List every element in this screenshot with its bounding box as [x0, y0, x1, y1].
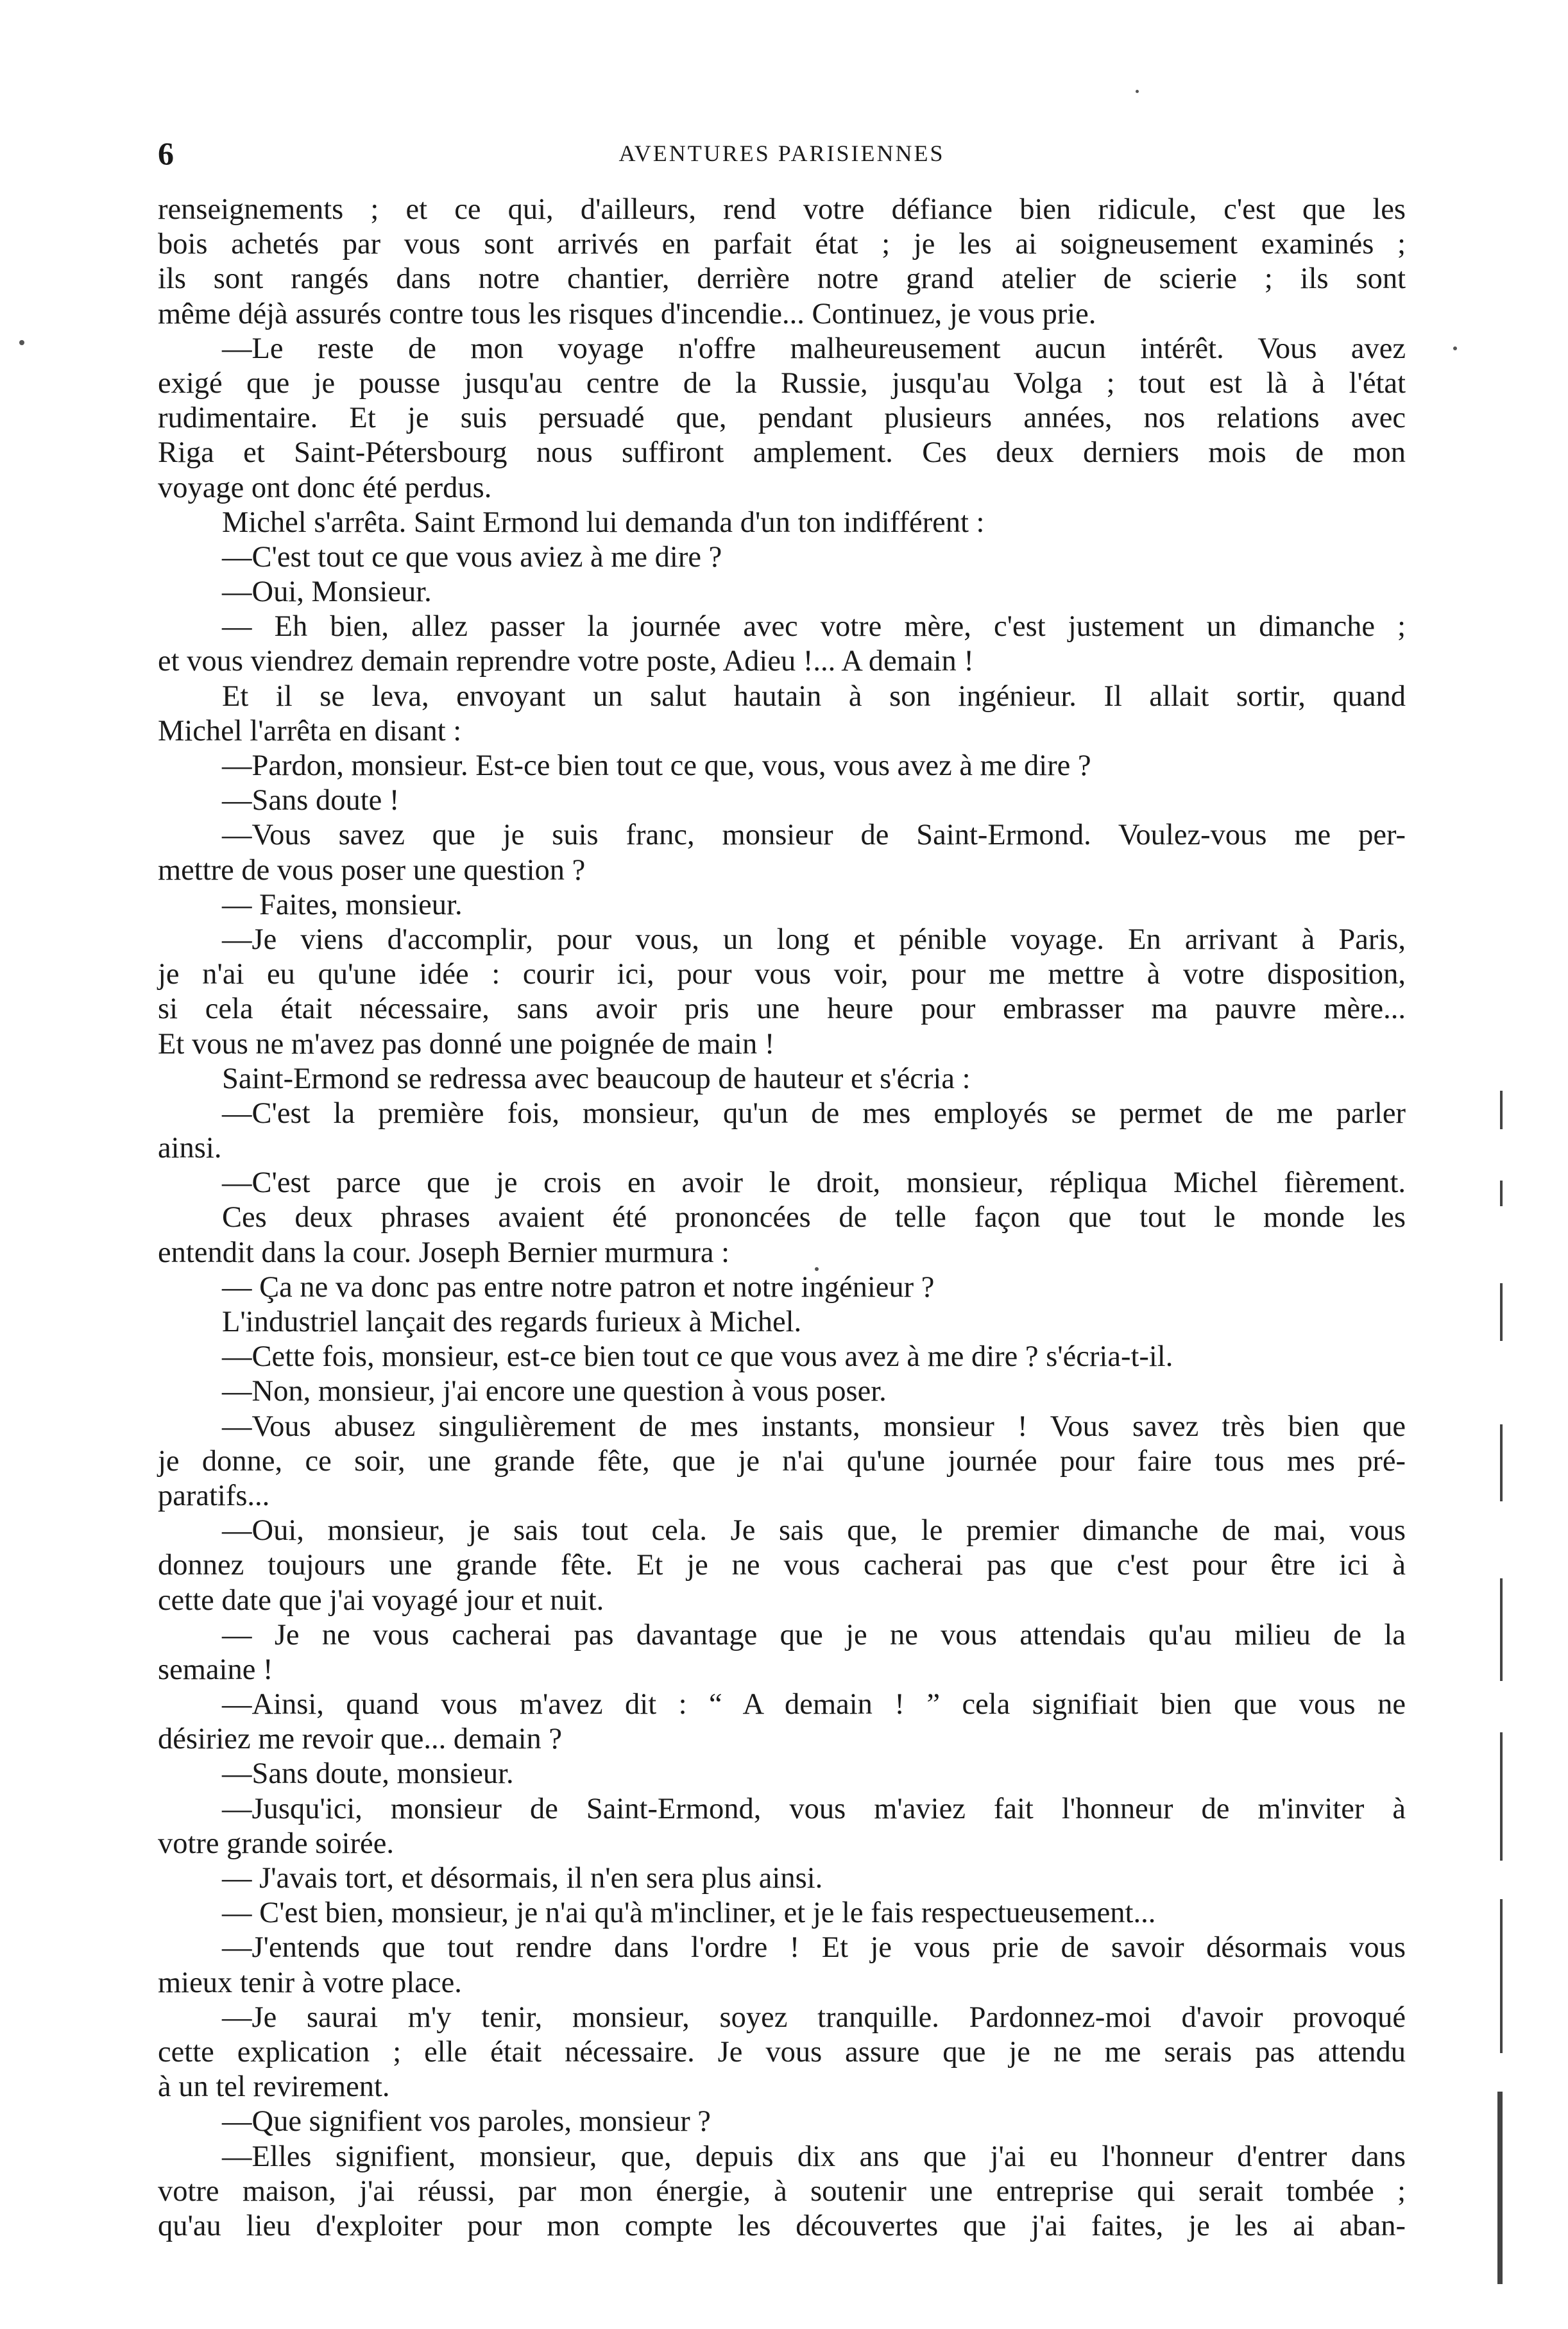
text-line: renseignements ; et ce qui, d'ailleurs, rend votre défiance bien ridicule, c'est que les — [158, 193, 1406, 226]
binding-edge-marks — [1488, 1091, 1514, 2310]
text-line: votre grande soirée. — [158, 1827, 394, 1860]
text-line: mieux tenir à votre place. — [158, 1966, 462, 1999]
text-line: —C'est la première fois, monsieur, qu'un de mes employés se permet de me parler — [222, 1096, 1406, 1130]
running-title: AVENTURES PARISIENNES — [618, 141, 945, 166]
body-text — [158, 192, 1406, 2244]
text-line: —Je viens d'accomplir, pour vous, un long et pénible voyage. En arrivant à Paris, — [222, 923, 1406, 956]
text-line: voyage ont donc été perdus. — [158, 471, 492, 504]
text-line: même déjà assurés contre tous les risques d'incendie... Continuez, je vous prie. — [158, 297, 1096, 330]
text-line: —Ainsi, quand vous m'avez dit : “ A demain ! ” cela signifiait bien que vous ne — [222, 1688, 1406, 1721]
text-line: cette explication ; elle était nécessaire. Je vous assure que je ne me serais pas attendu — [158, 2035, 1406, 2069]
text-line: —Cette fois, monsieur, est-ce bien tout ce que vous avez à me dire ? s'écria-t-il. — [222, 1340, 1173, 1374]
text-line: votre maison, j'ai réussi, par mon énergie, à soutenir une entreprise qui serait tombée ; — [158, 2174, 1406, 2208]
text-line: L'industriel lançait des regards furieux à Michel. — [222, 1306, 802, 1338]
text-line: Ces deux phrases avaient été prononcées de telle façon que tout le monde les — [222, 1201, 1406, 1234]
text-line: qu'au lieu d'exploiter pour mon compte les découvertes que j'ai faites, je les ai aban- — [158, 2209, 1406, 2242]
text-line: — Ça ne va donc pas entre notre patron et notre ingénieur ? — [222, 1270, 935, 1304]
text-line: je n'ai eu qu'une idée : courir ici, pour vous voir, pour me mettre à votre disposition, — [158, 958, 1406, 991]
text-line: entendit dans la cour. Joseph Bernier murmura : — [158, 1236, 730, 1269]
text-line: —Oui, Monsieur. — [222, 576, 432, 609]
text-line: si cela était nécessaire, sans avoir pris une heure pour embrasser ma pauvre mère... — [158, 993, 1406, 1026]
text-line: je donne, ce soir, une grande fête, que je n'ai qu'une journée pour faire tous mes pré- — [158, 1444, 1406, 1478]
text-line: bois achetés par vous sont arrivés en parfait état ; je les ai soigneusement examinés ; — [158, 228, 1406, 261]
text-line: et vous viendrez demain reprendre votre poste, Adieu !... A demain ! — [158, 645, 974, 678]
text-line: —Jusqu'ici, monsieur de Saint-Ermond, vous m'aviez fait l'honneur de m'inviter à — [222, 1792, 1406, 1825]
text-line: ainsi. — [158, 1132, 222, 1165]
text-line: Et il se leva, envoyant un salut hautain à son ingénieur. Il allait sortir, quand — [222, 679, 1406, 713]
print-speck — [1136, 90, 1139, 93]
text-line: —Je saurai m'y tenir, monsieur, soyez tranquille. Pardonnez-moi d'avoir provoqué — [222, 2001, 1406, 2034]
text-line: —Que signifient vos paroles, monsieur ? — [222, 2105, 711, 2138]
text-line: Saint-Ermond se redressa avec beaucoup de hauteur et s'écria : — [222, 1062, 971, 1095]
text-line: —Vous abusez singulièrement de mes instants, monsieur ! Vous savez très bien que — [222, 1410, 1406, 1443]
text-line: — Faites, monsieur. — [222, 888, 463, 921]
text-line: Michel s'arrêta. Saint Ermond lui demanda d'un ton indifférent : — [222, 506, 985, 539]
text-line: à un tel revirement. — [158, 2070, 390, 2104]
text-line: Michel l'arrêta en disant : — [158, 714, 462, 747]
text-line: — C'est bien, monsieur, je n'ai qu'à m'incliner, et je le fais respectueusement... — [222, 1897, 1156, 1930]
text-line: —C'est parce que je crois en avoir le droit, monsieur, répliqua Michel fièrement. — [222, 1166, 1406, 1200]
text-line: —Oui, monsieur, je sais tout cela. Je sais que, le premier dimanche de mai, vous — [222, 1514, 1406, 1548]
text-line: —J'entends que tout rendre dans l'ordre ! Et je vous prie de savoir désormais vous — [222, 1931, 1406, 1965]
print-speck — [815, 1267, 819, 1271]
text-line: Et vous ne m'avez pas donné une poignée de main ! — [158, 1027, 775, 1061]
text-line: mettre de vous poser une question ? — [158, 853, 586, 887]
text-line: semaine ! — [158, 1653, 273, 1686]
print-speck — [1453, 346, 1457, 350]
text-line: —Sans doute ! — [222, 784, 400, 817]
text-line: —C'est tout ce que vous aviez à me dire ? — [222, 540, 722, 574]
text-line: paratifs... — [158, 1479, 270, 1512]
text-line: — J'avais tort, et désormais, il n'en sera plus ainsi. — [222, 1862, 823, 1895]
text-line: Riga et Saint-Pétersbourg nous suffiront amplement. Ces deux derniers mois de mon — [158, 436, 1406, 470]
text-line: —Sans doute, monsieur. — [222, 1757, 514, 1791]
text-line: — Je ne vous cacherai pas davantage que je ne vous attendais qu'au milieu de la — [222, 1618, 1406, 1651]
page-number: 6 — [158, 135, 174, 171]
text-line: — Eh bien, allez passer la journée avec votre mère, c'est justement un dimanche ; — [222, 610, 1406, 644]
page-header — [158, 135, 1406, 173]
text-line: —Pardon, monsieur. Est-ce bien tout ce que, vous, vous avez à me dire ? — [222, 749, 1091, 782]
text-line: rudimentaire. Et je suis persuadé que, pendant plusieurs années, nos relations avec — [158, 402, 1406, 435]
text-line: —Le reste de mon voyage n'offre malheureusement aucun intérêt. Vous avez — [222, 332, 1406, 365]
text-line: —Vous savez que je suis franc, monsieur de Saint-Ermond. Voulez-vous me per- — [222, 819, 1406, 852]
text-line: exigé que je pousse jusqu'au centre de la Russie, jusqu'au Volga ; tout est là à l'état — [158, 366, 1406, 400]
text-line: ils sont rangés dans notre chantier, derrière notre grand atelier de scierie ; ils sont — [158, 262, 1406, 296]
text-line: —Non, monsieur, j'ai encore une question à vous poser. — [222, 1375, 887, 1408]
text-line: donnez toujours une grande fête. Et je ne vous cacherai pas que c'est pour être ici à — [158, 1549, 1406, 1582]
text-line: cette date que j'ai voyagé jour et nuit. — [158, 1583, 604, 1617]
text-line: —Elles signifient, monsieur, que, depuis dix ans que j'ai eu l'honneur d'entrer dans — [222, 2140, 1406, 2173]
print-speck — [19, 340, 24, 345]
text-line: désiriez me revoir que... demain ? — [158, 1723, 563, 1756]
